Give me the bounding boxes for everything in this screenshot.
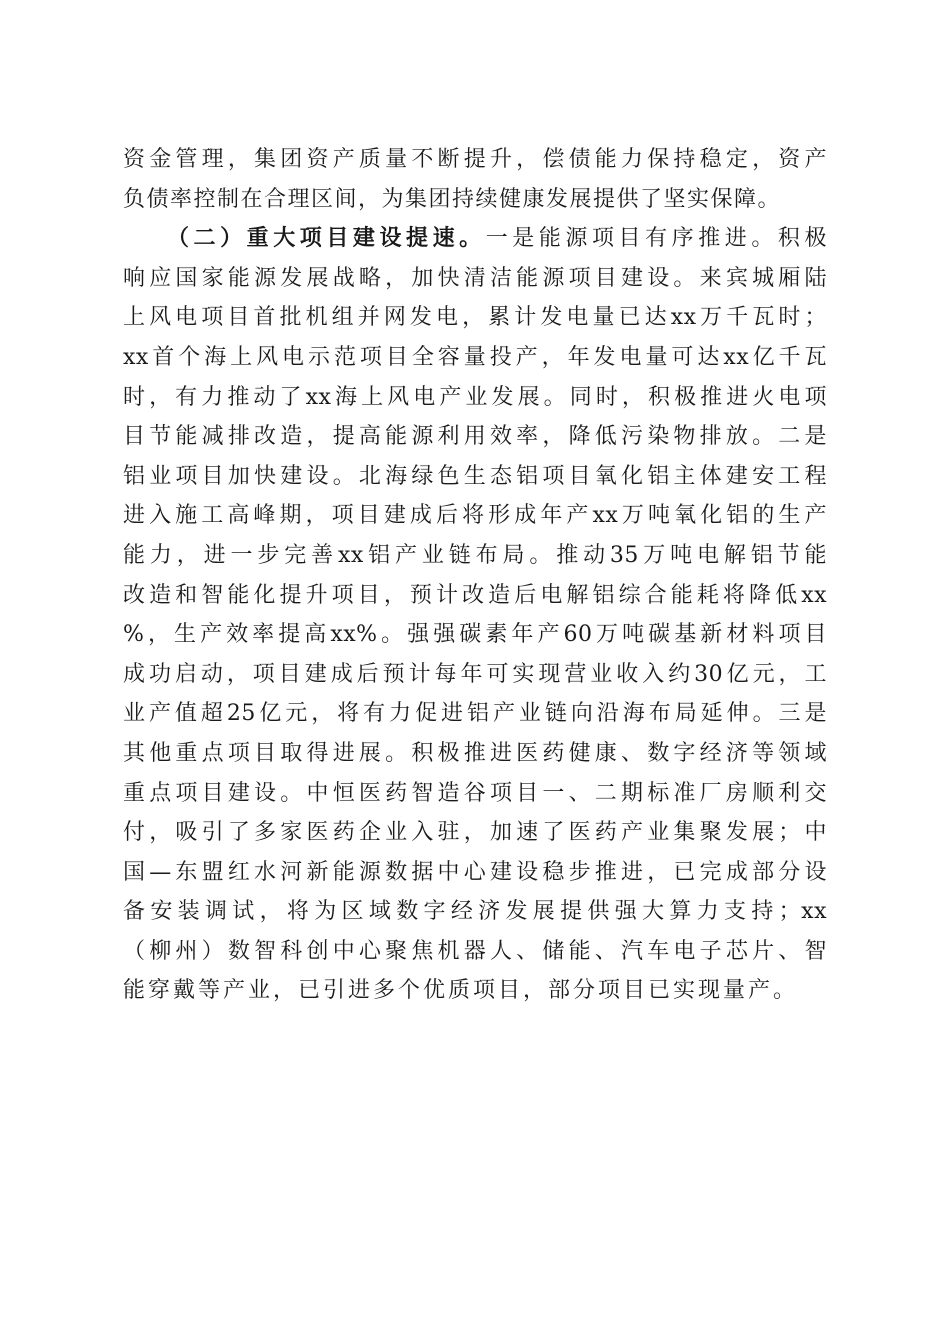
paragraph-2-line: 进入施工高峰期，项目建成后将形成年产xx万吨氧化铝的生产 xyxy=(123,503,827,529)
paragraph-2-last-line: 能穿戴等产业，已引进多个优质项目，部分项目已实现量产。 xyxy=(123,978,799,1004)
paragraph-2-line: 响应国家能源发展战略，加快清洁能源项目建设。来宾城厢陆 xyxy=(123,265,827,291)
paragraph-1-line-1: 资金管理，集团资产质量不断提升，偿债能力保持稳定，资产 xyxy=(123,147,827,172)
paragraph-2-line: 改造和智能化提升项目，预计改造后电解铝综合能耗将降低xx xyxy=(123,582,827,608)
paragraph-2-line: %，生产效率提高xx%。强强碳素年产60万吨碳基新材料项目 xyxy=(123,622,827,648)
paragraph-2-line: 重点项目建设。中恒医药智造谷项目一、二期标准厂房顺利交 xyxy=(123,780,827,806)
paragraph-2-line: 备安装调试，将为区域数字经济发展提供强大算力支持；xx xyxy=(123,899,827,925)
paragraph-2-line: 其他重点项目取得进展。积极推进医药健康、数字经济等领域 xyxy=(123,740,827,766)
paragraph-1-line-2: 负债率控制在合理区间，为集团持续健康发展提供了坚实保障。 xyxy=(123,186,782,212)
paragraph-2-line: 能力，进一步完善xx铝产业链布局。推动35万吨电解铝节能 xyxy=(123,542,827,568)
section-heading: （二）重大项目建设提速。 xyxy=(167,225,486,252)
paragraph-2-line: （柳州）数智科创中心聚焦机器人、储能、汽车电子芯片、智 xyxy=(123,938,827,964)
paragraph-2-line: 时，有力推动了xx海上风电产业发展。同时，积极推进火电项 xyxy=(123,384,827,410)
paragraph-2-line: 业产值超25亿元，将有力促进铝产业链向沿海布局延伸。三是 xyxy=(123,701,827,727)
body-text xyxy=(123,140,827,1011)
paragraph-2-line: 国—东盟红水河新能源数据中心建设稳步推进，已完成部分设 xyxy=(123,859,827,885)
paragraph-2-line: 上风电项目首批机组并网发电，累计发电量已达xx万千瓦时； xyxy=(123,305,827,331)
paragraph-2-line-1-rest: 一是能源项目有序推进。积极 xyxy=(485,226,827,252)
paragraph-2-line: 铝业项目加快建设。北海绿色生态铝项目氧化铝主体建安工程 xyxy=(123,463,827,489)
paragraph-2-line-1 xyxy=(123,219,827,259)
paragraph-2-line: 付，吸引了多家医药企业入驻，加速了医药产业集聚发展；中 xyxy=(123,820,827,846)
paragraph-2-line: 成功启动，项目建成后预计每年可实现营业收入约30亿元，工 xyxy=(123,661,827,687)
paragraph-2-line: xx首个海上风电示范项目全容量投产，年发电量可达xx亿千瓦 xyxy=(123,344,827,370)
paragraph-2-line: 目节能减排改造，提高能源利用效率，降低污染物排放。二是 xyxy=(123,424,827,450)
